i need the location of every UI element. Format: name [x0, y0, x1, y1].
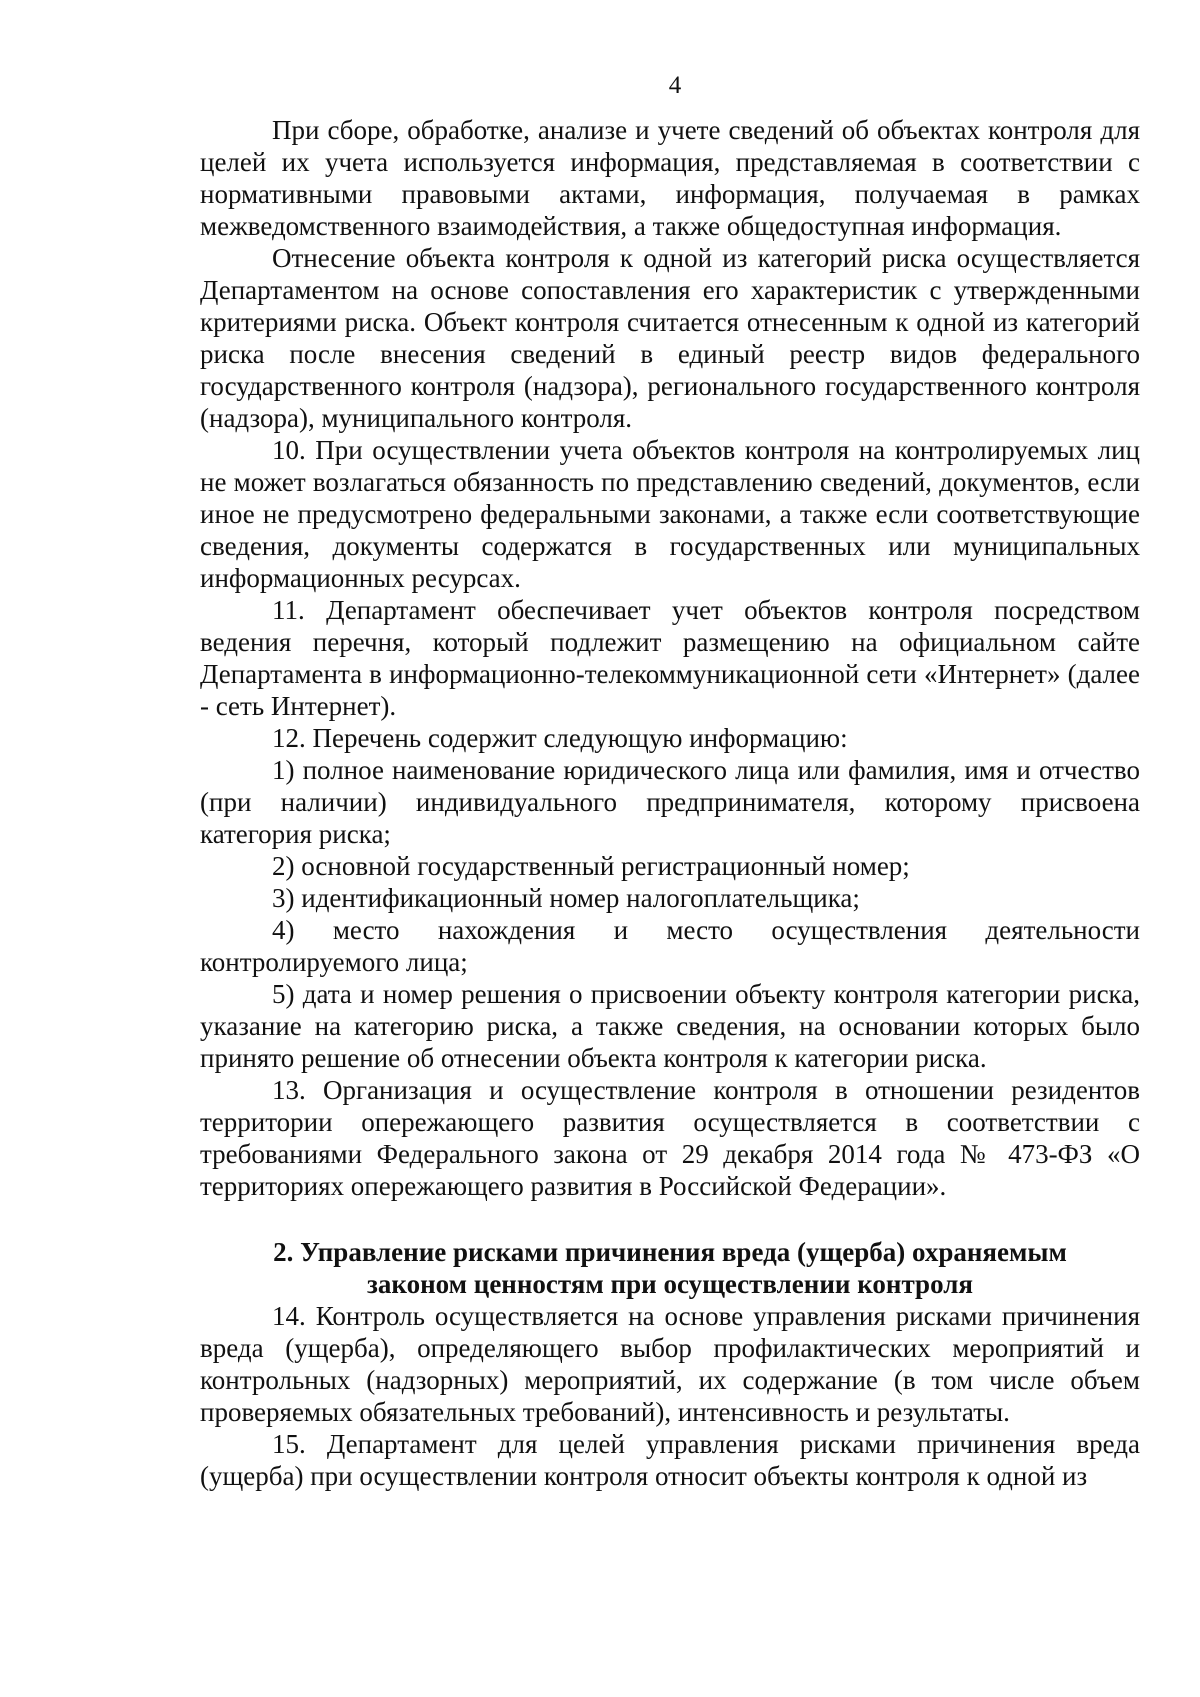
- document-body: [200, 114, 1140, 1492]
- list-item-3: 3) идентификационный номер налогоплательщика;: [272, 883, 860, 913]
- paragraph-13: 13. Организация и осуществление контроля в отношении резидентов территории опережающего развития осуществляется в соответствии с требованиями Федерального закона от 29 декабря 2014 года № 473-ФЗ «О территориях опережающего развития в Российской Федерации».: [200, 1075, 1140, 1201]
- list-item-4: 4) место нахождения и место осуществления деятельности контролируемого лица;: [200, 915, 1140, 977]
- list-item-1: 1) полное наименование юридического лица или фамилия, имя и отчество (при наличии) индивидуального предпринимателя, которому присвоена категория риска;: [200, 755, 1140, 849]
- section-heading-line-2: законом ценностям при осуществлении контроля: [367, 1269, 973, 1299]
- section-heading: [200, 1236, 1140, 1300]
- page-number: 4: [668, 72, 682, 99]
- paragraph-11: 11. Департамент обеспечивает учет объектов контроля посредством ведения перечня, который подлежит размещению на официальном сайте Департамента в информационно-телекоммуникационной сети «Интернет» (далее - сеть Интернет).: [200, 595, 1140, 721]
- paragraph-15: 15. Департамент для целей управления рисками причинения вреда (ущерба) при осуществлении контроля относит объекты контроля к одной из: [200, 1429, 1140, 1491]
- paragraph-risk-category: Отнесение объекта контроля к одной из категорий риска осуществляется Департаментом на основе сопоставления его характеристик с утвержденными критериями риска. Объект контроля считается отнесенным к одной из категорий риска после внесения сведений в единый реестр видов федерального государственного контроля (надзора), регионального государственного контроля (надзора), муниципального контроля.: [200, 243, 1140, 433]
- list-item-2: 2) основной государственный регистрационный номер;: [272, 851, 910, 881]
- paragraph-12: 12. Перечень содержит следующую информацию:: [272, 723, 848, 753]
- section-heading-line-1: 2. Управление рисками причинения вреда (ущерба) охраняемым: [273, 1237, 1067, 1267]
- paragraph-10: 10. При осуществлении учета объектов контроля на контролируемых лиц не может возлагаться обязанность по представлению сведений, документов, если иное не предусмотрено федеральными законами, а также если соответствующие сведения, документы содержатся в государственных или муниципальных информационных ресурсах.: [200, 435, 1140, 593]
- paragraph-info-sources: При сборе, обработке, анализе и учете сведений об объектах контроля для целей их учета используется информация, представляемая в соответствии с нормативными правовыми актами, информация, получаемая в рамках межведомственного взаимодействия, а также общедоступная информация.: [200, 115, 1140, 241]
- list-item-5: 5) дата и номер решения о присвоении объекту контроля категории риска, указание на категорию риска, а также сведения, на основании которых было принято решение об отнесении объекта контроля к категории риска.: [200, 979, 1140, 1073]
- paragraph-14: 14. Контроль осуществляется на основе управления рисками причинения вреда (ущерба), определяющего выбор профилактических мероприятий и контрольных (надзорных) мероприятий, их содержание (в том числе объем проверяемых обязательных требований), интенсивность и результаты.: [200, 1301, 1140, 1427]
